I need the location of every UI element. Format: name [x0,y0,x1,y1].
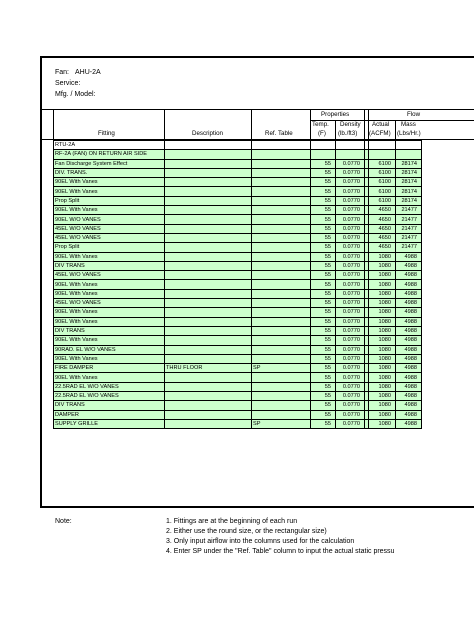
density-cell[interactable]: 0.0770 [336,401,365,410]
ref-table-cell[interactable] [252,401,311,410]
ref-table-cell[interactable]: SP [252,364,311,373]
mass-cell[interactable] [396,141,422,150]
model-info [55,91,99,98]
mass-cell[interactable]: 4988 [396,345,422,354]
description-cell[interactable] [165,392,252,401]
density-cell[interactable]: 0.0770 [336,364,365,373]
actual-cell[interactable]: 1080 [369,373,396,382]
table-row [54,326,422,335]
description-cell[interactable] [165,206,252,215]
table-row [54,141,422,150]
mass-cell[interactable]: 4988 [396,289,422,298]
ref-table-cell[interactable] [252,308,311,317]
fitting-cell[interactable]: SUPPLY GRILLE [54,419,165,428]
table-row [54,289,422,298]
header-divider [164,109,165,139]
table-row [54,215,422,224]
header-divider [364,109,365,139]
mass-cell[interactable]: 4988 [396,308,422,317]
table-row [54,354,422,363]
temp-cell[interactable]: 55 [311,243,336,252]
fitting-cell[interactable]: DIV TRANS [54,326,165,335]
fitting-cell[interactable]: 45EL W/O VANES [54,271,165,280]
temp-cell[interactable]: 55 [311,317,336,326]
fittings-table [53,140,422,429]
temp-cell[interactable]: 55 [311,401,336,410]
temp-cell[interactable]: 55 [311,364,336,373]
fitting-cell[interactable]: 90EL With Vanes [54,252,165,261]
temp-cell[interactable]: 55 [311,196,336,205]
temp-cell[interactable]: 55 [311,215,336,224]
ref-table-cell[interactable] [252,373,311,382]
density-cell[interactable]: 0.0770 [336,271,365,280]
temp-cell[interactable]: 55 [311,392,336,401]
table-row [54,401,422,410]
actual-cell[interactable]: 4650 [369,233,396,242]
fitting-cell[interactable]: FIRE DAMPER [54,364,165,373]
actual-cell[interactable]: 1080 [369,392,396,401]
actual-cell[interactable]: 6100 [369,168,396,177]
description-cell[interactable] [165,150,252,159]
ref-table-cell[interactable] [252,233,311,242]
fitting-cell[interactable]: 90EL With Vanes [54,317,165,326]
mass-cell[interactable]: 4988 [396,373,422,382]
actual-cell[interactable]: 1080 [369,336,396,345]
ref-table-cell[interactable] [252,261,311,270]
header-actual: Actual [372,121,390,128]
description-cell[interactable] [165,289,252,298]
temp-cell[interactable]: 55 [311,336,336,345]
table-row [54,280,422,289]
table-row [54,336,422,345]
temp-cell[interactable]: 55 [311,354,336,363]
description-cell[interactable] [165,410,252,419]
header-divider [53,109,54,139]
temp-cell[interactable]: 55 [311,261,336,270]
fitting-cell[interactable]: 90RAD. EL W/O VANES [54,345,165,354]
actual-cell[interactable]: 1080 [369,252,396,261]
ref-table-cell[interactable] [252,392,311,401]
description-cell[interactable] [165,345,252,354]
density-cell[interactable]: 0.0770 [336,419,365,428]
ref-table-cell[interactable] [252,317,311,326]
table-row [54,178,422,187]
description-cell[interactable] [165,233,252,242]
description-cell[interactable] [165,373,252,382]
temp-cell[interactable]: 55 [311,206,336,215]
density-cell[interactable]: 0.0770 [336,392,365,401]
description-cell[interactable] [165,243,252,252]
table-row [54,233,422,242]
ref-table-cell[interactable]: SP [252,419,311,428]
actual-cell[interactable]: 4650 [369,224,396,233]
mass-cell[interactable]: 28174 [396,159,422,168]
temp-cell[interactable]: 55 [311,419,336,428]
description-cell[interactable] [165,168,252,177]
ref-table-cell[interactable] [252,345,311,354]
density-cell[interactable]: 0.0770 [336,252,365,261]
table-row [54,382,422,391]
ref-table-cell[interactable] [252,252,311,261]
fitting-cell[interactable]: 90EL With Vanes [54,308,165,317]
description-cell[interactable] [165,252,252,261]
header-top-rule [40,109,474,110]
description-cell[interactable] [165,280,252,289]
density-cell[interactable]: 0.0770 [336,345,365,354]
density-cell[interactable]: 0.0770 [336,187,365,196]
density-cell[interactable]: 0.0770 [336,261,365,270]
description-cell[interactable] [165,261,252,270]
ref-table-cell[interactable] [252,215,311,224]
ref-table-cell[interactable] [252,280,311,289]
density-cell[interactable]: 0.0770 [336,178,365,187]
fitting-cell[interactable]: 90EL With Vanes [54,187,165,196]
header-mass-unit: (Lbs/Hr.) [397,130,421,137]
note-item: 3. Only input airflow into the columns used for the calculation [166,538,355,545]
note-item: 2. Either use the round size, or the rectangular size) [166,528,327,535]
fitting-cell[interactable]: 45EL W/O VANES [54,299,165,308]
ref-table-cell[interactable] [252,326,311,335]
table-row [54,299,422,308]
temp-cell[interactable]: 55 [311,168,336,177]
density-cell[interactable]: 0.0770 [336,410,365,419]
actual-cell[interactable]: 1080 [369,401,396,410]
mass-cell[interactable]: 4988 [396,317,422,326]
actual-cell[interactable]: 1080 [369,354,396,363]
fitting-cell[interactable]: 90EL With Vanes [54,373,165,382]
ref-table-cell[interactable] [252,206,311,215]
density-cell[interactable]: 0.0770 [336,317,365,326]
fitting-cell[interactable]: Prop Split [54,243,165,252]
actual-cell[interactable]: 1080 [369,364,396,373]
mass-cell[interactable]: 4988 [396,326,422,335]
table-row [54,168,422,177]
fan-info [55,69,101,76]
ref-table-cell[interactable] [252,299,311,308]
actual-cell[interactable]: 1080 [369,308,396,317]
ref-table-cell[interactable] [252,382,311,391]
fitting-cell[interactable]: DIV TRANS [54,261,165,270]
fitting-cell[interactable]: 90EL With Vanes [54,280,165,289]
fitting-cell[interactable]: 90EL With Vanes [54,354,165,363]
header-properties: Properties [321,111,350,118]
note-item: 1. Fittings are at the beginning of each run [166,518,298,525]
ref-table-cell[interactable] [252,159,311,168]
fitting-cell[interactable]: 90EL With Vanes [54,289,165,298]
fan-value[interactable]: AHU-2A [74,69,101,76]
actual-cell[interactable]: 1080 [369,410,396,419]
table-row [54,243,422,252]
temp-cell[interactable]: 55 [311,280,336,289]
table-row [54,317,422,326]
actual-cell[interactable]: 6100 [369,159,396,168]
temp-cell[interactable]: 55 [311,159,336,168]
table-row [54,187,422,196]
temp-cell[interactable] [311,150,336,159]
fitting-cell[interactable]: 90EL With Vanes [54,206,165,215]
mass-cell[interactable]: 4988 [396,419,422,428]
mass-cell[interactable]: 21477 [396,243,422,252]
fitting-cell[interactable]: 45EL W/O VANES [54,233,165,242]
actual-cell[interactable]: 4650 [369,215,396,224]
ref-table-cell[interactable] [252,196,311,205]
description-cell[interactable] [165,224,252,233]
mass-cell[interactable]: 21477 [396,233,422,242]
table-row [54,419,422,428]
table-row [54,345,422,354]
ref-table-cell[interactable] [252,141,311,150]
actual-cell[interactable]: 1080 [369,271,396,280]
mass-cell[interactable]: 4988 [396,261,422,270]
header-divider [395,120,396,139]
header-ref-table: Ref. Table [265,130,293,137]
header-description: Description [192,130,223,137]
density-cell[interactable]: 0.0770 [336,224,365,233]
actual-cell[interactable] [369,141,396,150]
description-cell[interactable]: THRU FLOOR [165,364,252,373]
actual-cell[interactable]: 1080 [369,326,396,335]
header-divider [251,109,252,139]
description-cell[interactable] [165,187,252,196]
description-cell[interactable] [165,336,252,345]
temp-cell[interactable]: 55 [311,345,336,354]
density-cell[interactable]: 0.0770 [336,206,365,215]
description-cell[interactable] [165,326,252,335]
mass-cell[interactable]: 4988 [396,364,422,373]
temp-cell[interactable] [311,141,336,150]
ref-table-cell[interactable] [252,168,311,177]
actual-cell[interactable]: 1080 [369,299,396,308]
header-mass: Mass [401,121,416,128]
actual-cell[interactable]: 1080 [369,345,396,354]
mass-cell[interactable] [396,150,422,159]
fan-label: Fan: [55,69,70,76]
mass-cell[interactable]: 4988 [396,401,422,410]
temp-cell[interactable]: 55 [311,326,336,335]
temp-cell[interactable]: 55 [311,299,336,308]
notes-label: Note: [55,518,72,525]
fitting-cell[interactable]: DIV. TRANS. [54,168,165,177]
header-divider [335,120,336,139]
fitting-cell[interactable]: 90EL With Vanes [54,336,165,345]
header-divider [310,109,311,139]
description-cell[interactable] [165,159,252,168]
temp-cell[interactable]: 55 [311,224,336,233]
service-label: Service: [55,80,81,87]
density-cell[interactable] [336,141,365,150]
mass-cell[interactable]: 4988 [396,252,422,261]
description-cell[interactable] [165,299,252,308]
fitting-cell[interactable]: Fan Discharge System Effect [54,159,165,168]
density-cell[interactable]: 0.0770 [336,299,365,308]
description-cell[interactable] [165,317,252,326]
mass-cell[interactable]: 4988 [396,410,422,419]
mass-cell[interactable]: 4988 [396,392,422,401]
fitting-cell[interactable]: DAMPER [54,410,165,419]
density-cell[interactable]: 0.0770 [336,243,365,252]
ref-table-cell[interactable] [252,243,311,252]
table-row [54,159,422,168]
table-row [54,364,422,373]
table-row [54,261,422,270]
actual-cell[interactable]: 1080 [369,382,396,391]
mass-cell[interactable]: 4988 [396,271,422,280]
ref-table-cell[interactable] [252,289,311,298]
header-fitting: Fitting [98,130,115,137]
fitting-cell[interactable]: 90EL W/O VANES [54,215,165,224]
density-cell[interactable]: 0.0770 [336,196,365,205]
actual-cell[interactable]: 1080 [369,317,396,326]
temp-cell[interactable]: 55 [311,373,336,382]
header-temp-unit: (F) [318,130,326,137]
actual-cell[interactable]: 1080 [369,289,396,298]
model-label: Mfg. / Model: [55,91,96,98]
table-row [54,206,422,215]
fitting-cell[interactable]: 90EL With Vanes [54,178,165,187]
density-cell[interactable]: 0.0770 [336,373,365,382]
mass-cell[interactable]: 21477 [396,206,422,215]
fitting-cell[interactable]: 22.5RAD EL W/O VANES [54,382,165,391]
actual-cell[interactable]: 6100 [369,187,396,196]
actual-cell[interactable]: 6100 [369,178,396,187]
description-cell[interactable] [165,271,252,280]
ref-table-cell[interactable] [252,271,311,280]
mass-cell[interactable]: 4988 [396,280,422,289]
description-cell[interactable] [165,354,252,363]
fitting-cell[interactable]: 22.5RAD EL W/O VANES [54,392,165,401]
actual-cell[interactable]: 6100 [369,196,396,205]
ref-table-cell[interactable] [252,336,311,345]
fitting-cell[interactable]: Prop Split [54,196,165,205]
description-cell[interactable] [165,419,252,428]
ref-table-cell[interactable] [252,150,311,159]
mass-cell[interactable]: 4988 [396,336,422,345]
mass-cell[interactable]: 28174 [396,196,422,205]
header-density: Density [340,121,361,128]
actual-cell[interactable]: 1080 [369,261,396,270]
note-item: 4. Enter SP under the "Ref. Table" column to input the actual static pressu [166,548,395,555]
fitting-cell[interactable]: 45EL W/O VANES [54,224,165,233]
ref-table-cell[interactable] [252,178,311,187]
density-cell[interactable]: 0.0770 [336,336,365,345]
header-density-unit: (lb./ft3) [338,130,358,137]
mass-cell[interactable]: 28174 [396,178,422,187]
table-row [54,392,422,401]
fitting-cell[interactable]: RTU-2A [54,141,165,150]
density-cell[interactable]: 0.0770 [336,168,365,177]
fitting-cell[interactable]: DIV TRANS [54,401,165,410]
temp-cell[interactable]: 55 [311,233,336,242]
mass-cell[interactable]: 4988 [396,354,422,363]
density-cell[interactable]: 0.0770 [336,280,365,289]
description-cell[interactable] [165,141,252,150]
actual-cell[interactable] [369,150,396,159]
temp-cell[interactable]: 55 [311,410,336,419]
density-cell[interactable]: 0.0770 [336,308,365,317]
density-cell[interactable]: 0.0770 [336,382,365,391]
description-cell[interactable] [165,308,252,317]
table-row [54,308,422,317]
description-cell[interactable] [165,196,252,205]
header-flow: Flow [407,111,421,118]
service-info [55,80,84,87]
mass-cell[interactable]: 21477 [396,224,422,233]
density-cell[interactable]: 0.0770 [336,159,365,168]
temp-cell[interactable]: 55 [311,271,336,280]
header-actual-unit: (ACFM) [369,130,391,137]
description-cell[interactable] [165,401,252,410]
table-row [54,271,422,280]
density-cell[interactable]: 0.0770 [336,326,365,335]
actual-cell[interactable]: 1080 [369,280,396,289]
mass-cell[interactable]: 28174 [396,168,422,177]
density-cell[interactable]: 0.0770 [336,233,365,242]
temp-cell[interactable]: 55 [311,187,336,196]
density-cell[interactable]: 0.0770 [336,289,365,298]
ref-table-cell[interactable] [252,224,311,233]
description-cell[interactable] [165,382,252,391]
table-row [54,252,422,261]
actual-cell[interactable]: 4650 [369,206,396,215]
temp-cell[interactable]: 55 [311,382,336,391]
density-cell[interactable]: 0.0770 [336,215,365,224]
temp-cell[interactable]: 55 [311,289,336,298]
temp-cell[interactable]: 55 [311,308,336,317]
actual-cell[interactable]: 1080 [369,419,396,428]
table-row [54,373,422,382]
temp-cell[interactable]: 55 [311,252,336,261]
table-row [54,224,422,233]
density-cell[interactable] [336,150,365,159]
fitting-cell[interactable]: RF-2A (FAN) ON RETURN AIR SIDE [54,150,165,159]
ref-table-cell[interactable] [252,187,311,196]
ref-table-cell[interactable] [252,354,311,363]
temp-cell[interactable]: 55 [311,178,336,187]
density-cell[interactable]: 0.0770 [336,354,365,363]
description-cell[interactable] [165,215,252,224]
description-cell[interactable] [165,178,252,187]
mass-cell[interactable]: 4988 [396,382,422,391]
mass-cell[interactable]: 28174 [396,187,422,196]
mass-cell[interactable]: 4988 [396,299,422,308]
table-row [54,410,422,419]
ref-table-cell[interactable] [252,410,311,419]
table-row [54,196,422,205]
header-temp: Temp. [312,121,329,128]
table-row [54,150,422,159]
actual-cell[interactable]: 4650 [369,243,396,252]
mass-cell[interactable]: 21477 [396,215,422,224]
